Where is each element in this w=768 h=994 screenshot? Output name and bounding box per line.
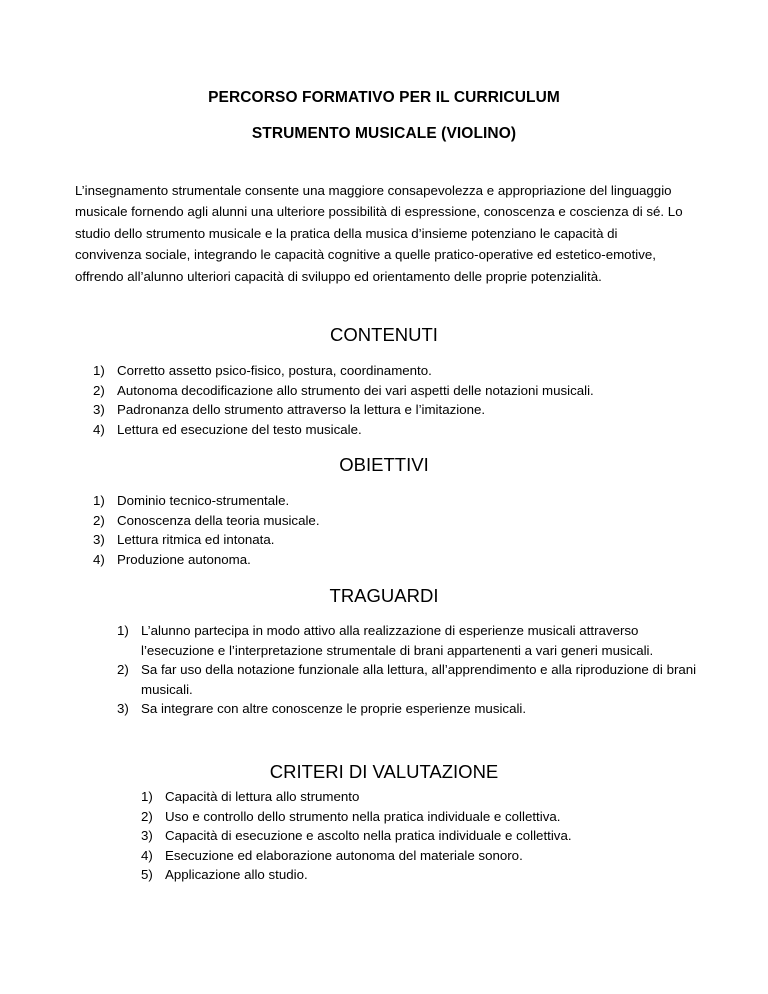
list-item-text: Produzione autonoma. (117, 551, 251, 567)
list-item-number: 1) (93, 363, 105, 378)
list-item-text: Conoscenza della teoria musicale. (117, 512, 320, 528)
list-item-text: Corretto assetto psico-fisico, postura, coordinamento. (117, 363, 432, 378)
list-item (117, 699, 697, 719)
list-item-text: Uso e controllo dello strumento nella pratica individuale e collettiva. (165, 808, 561, 824)
list-item-number: 2) (141, 808, 153, 824)
list-item (141, 807, 721, 827)
list-item-text: Padronanza dello strumento attraverso la lettura e l’imitazione. (117, 402, 486, 417)
list-item (141, 787, 721, 807)
list-item (93, 511, 713, 531)
list-item (93, 530, 713, 550)
document-title-line2: STRUMENTO MUSICALE (VIOLINO) (251, 125, 517, 142)
intro-text: L’insegnamento strumentale consente una maggiore consapevolezza e appropriazione del linguaggio musicale fornendo agli alunni una ulteriore possibilità di espressione, conoscenza e coscienza di sé. Lo studio dello strumento musicale e la pratica della musica d’insieme potenziano le capacità di convivenza sociale, integrando le capacità cognitive a quelle pratico-operative ed estetico-emotive, offrendo all’alunno ulteriori capacità di sviluppo ed orientamento delle proprie potenzialità. (75, 183, 683, 284)
list-item-text: Esecuzione ed elaborazione autonoma del materiale sonoro. (165, 847, 523, 863)
list-item (93, 491, 713, 511)
intro-paragraph (75, 180, 687, 287)
list-item-number: 2) (93, 512, 105, 528)
list-item (93, 550, 713, 570)
list-item-number: 1) (141, 789, 153, 804)
list-item-number: 2) (117, 662, 129, 677)
list-item (93, 381, 713, 401)
document-title-line1: PERCORSO FORMATIVO PER IL CURRICULUM (208, 89, 560, 106)
traguardi-list (117, 621, 697, 719)
list-item-number: 4) (93, 421, 105, 437)
list-item-number: 3) (141, 828, 153, 843)
list-item (141, 865, 721, 885)
list-item (93, 420, 713, 440)
list-item (141, 846, 721, 866)
criteri-list (141, 787, 721, 885)
list-item-number: 1) (117, 623, 129, 638)
list-item (141, 826, 721, 846)
list-item (117, 621, 697, 660)
list-item-number: 3) (93, 532, 105, 547)
list-item-number: 4) (93, 551, 105, 567)
list-item-text: Capacità di esecuzione e ascolto nella pratica individuale e collettiva. (165, 828, 572, 843)
list-item-text: Dominio tecnico-strumentale. (117, 493, 290, 508)
list-item-number: 1) (93, 493, 105, 508)
list-item (93, 400, 713, 420)
section-heading-traguardi: TRAGUARDI (329, 585, 439, 606)
list-item-number: 5) (141, 867, 153, 882)
section-heading-obiettivi: OBIETTIVI (339, 454, 429, 475)
list-item-number: 3) (93, 402, 105, 417)
contenuti-list (93, 361, 713, 439)
obiettivi-list (93, 491, 713, 569)
list-item (93, 361, 713, 381)
list-item-number: 3) (117, 701, 129, 716)
list-item-text: Lettura ed esecuzione del testo musicale. (117, 421, 362, 437)
list-item-text: Autonoma decodificazione allo strumento dei vari aspetti delle notazioni musicali. (117, 382, 594, 398)
list-item (117, 660, 697, 699)
list-item-number: 2) (93, 382, 105, 398)
list-item-text: Capacità di lettura allo strumento (165, 789, 360, 804)
list-item-text: Applicazione allo studio. (165, 867, 308, 882)
list-item-text: Sa far uso della notazione funzionale alla lettura, all’apprendimento e alla riproduzione di brani musicali. (141, 662, 697, 697)
list-item-text: Lettura ritmica ed intonata. (117, 532, 275, 547)
list-item-text: L’alunno partecipa in modo attivo alla realizzazione di esperienze musicali attraverso l’esecuzione e l’interpretazione strumentale di brani appartenenti a vari generi musicali. (141, 623, 654, 658)
section-heading-criteri: CRITERI DI VALUTAZIONE (269, 761, 499, 782)
list-item-text: Sa integrare con altre conoscenze le proprie esperienze musicali. (141, 701, 527, 716)
list-item-number: 4) (141, 847, 153, 863)
section-heading-contenuti: CONTENUTI (330, 324, 438, 345)
